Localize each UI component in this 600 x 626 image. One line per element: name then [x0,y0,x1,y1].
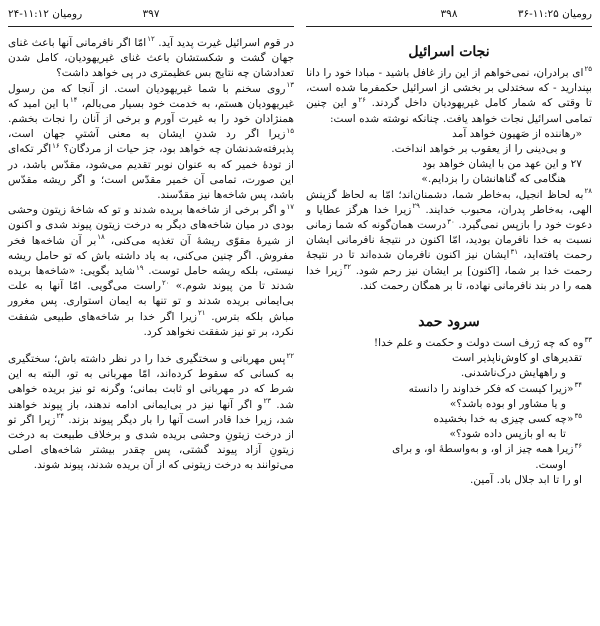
verse-text: زیرا اگر خدا بر شاخه‌های طبیعی شفقت نکرد، بر تو نیز شفقت نخواهد کرد. [8,310,294,338]
verse-number: ۱۹ [135,263,144,272]
verse-text: و اگر برخی از شاخه‌ها بریده شدند و تو که شاخهٔ زیتون وحشی بودی در میان شاخه‌های دیگر به درخت زیتون پیوند شدی و اکنون از شیرهٔ مقوّی ریشهٔ آن تغذیه می‌کنی، [8,204,294,247]
verse-number: ۱۸ [97,233,105,242]
chapter-reference: رومیان ۱۱:۱۲-۲۴ [8,8,83,20]
poem-line: «رهاننده از صَهیون خواهد آمد [452,127,582,140]
verse-number: ۳۰ [447,217,455,226]
poem-line: هنگامی که گناهانشان را بزدایم.» [421,173,566,186]
page-content [306,36,592,488]
verse-text: زیرا اگر رد شدنِ ایشان به معنی آشتیِ جهان است، پذیرفته‌شدنشان چه خواهد بود، جز حیات از مردگان؟ [8,128,294,156]
hymn-line [306,382,592,397]
verse-text: زیرا خدا همه را در بند نافرمانی نهاده، تا بر همگان رحمت کند. [306,264,592,292]
verse-number: ۳۵ [574,411,582,420]
hymn [306,336,592,488]
hymn-line [306,442,592,457]
verse-number: ۱۶ [52,141,60,150]
verse-number: ۱۲ [147,35,155,44]
verse-number: ۲۰ [161,278,170,287]
paragraph [8,82,294,204]
hymn-line [306,473,592,488]
verse-text: امّا اگر نافرمانی آنها باعث غنای جهان گشت و شکستشان باعث غنای غیریهودیان، کامل شدن تعدادشان چه نتایج بس عظیمتری در پی خواهد داشت؟ [8,37,294,80]
hymn-line-text: زیرا همه چیز از او، و به‌واسطهٔ او، و برای [392,443,574,456]
verse-text: به لحاظ انجیل، به‌خاطر شما، دشمنان‌اند؛ امّا به لحاظ گزینش الهی، به‌خاطر پدران، محبوب خدایند. [306,188,592,216]
verse-text: پس مهربانی و سختگیری خدا را در نظر داشته باش؛ سختگیری به کسانی که سقوط کرده‌اند، امّا مهربانی به تو، البته به این شرط که در مهربانی او ثابت بمانی؛ وگرنه تو نیز بریده خواهی شد. [8,353,294,411]
verse-number: ۲۴ [56,412,65,421]
verse-number: ۳۳ [584,335,592,344]
page-number: ۳۹۷ [142,8,160,20]
hymn-line [306,397,592,412]
verse-number: ۲۸ [584,187,592,196]
paragraph [8,36,294,82]
paragraph [8,203,294,340]
verse-number: ۲۹ [412,202,420,211]
hymn-line-text: «چه کسی چیزی به خدا بخشیده [433,413,574,426]
hymn-line [306,427,592,442]
verse-text: اگر تکه‌ای از تودهٔ خمیر که به عنوان نوبر تقدیم می‌شود، مقدّس باشد، در این صورت، تمامی آن خمیر مقدّس است؛ و اگر ریشه مقدّس باشد، پس شاخه‌ها نیز مقدّسند. [8,143,294,202]
paragraph [306,66,592,127]
verse-number: ۱۳ [286,81,294,90]
paragraph [8,352,294,474]
hymn-line [306,351,592,366]
verse-number: ۲۱ [198,309,206,318]
verse-number: ۱۷ [286,202,294,211]
hymn-line-text: تا به او بازپس داده شود؟» [449,428,566,441]
page-content [8,36,294,474]
page-397 [8,8,294,618]
hymn-line [306,412,592,427]
header-rule [8,26,294,27]
hymn-line-text: اوست. [535,458,566,471]
verse-text: زیرا اگر تو از درخت زیتونِ وحشی بریده شدی و برخلاف طبیعت به درخت زیتونِ آزاد پیوند گشتی، پس چقدر بیشتر شاخه‌های اصلی می‌توانند به درخت زیتونی که از آن بریده شدند، پیوند شوند. [8,413,294,472]
verse-number: ۳۱ [510,247,519,256]
verse-number: ۲۵ [584,65,592,74]
poem-line: ۲۷ و این عهد من با ایشان خواهد بود [422,158,582,171]
hymn-line-text: تقدیرهای او کاوش‌ناپذیر است [452,352,582,365]
running-head [8,8,294,24]
hymn-line [306,366,592,381]
verse-number: ۲۳ [263,397,271,406]
paragraph-gap [8,340,294,352]
verse-number: ۳۶ [574,441,582,450]
hymn-line [306,458,592,473]
hymn-line-text: و یا مشاور او بوده باشد؟» [449,397,566,410]
verse-number: ۳۲ [343,263,352,272]
poem-line: و بی‌دینی را از یعقوب بر خواهد انداخت. [391,143,566,156]
running-head [306,8,592,24]
section-heading: سرود حمد [418,314,480,331]
verse-text: بر آن شاخه‌ها فخر مفروش. اگر چنین می‌کنی، به یاد داشته باش که تو حامل ریشه نیستی، بلکه ریشه حامل توست. [8,234,294,278]
hymn-line-text: وه که چه ژرف است دولت و حکمت و علم خدا! [373,337,584,350]
hymn-line-text: «زیرا کیست که فکر خداوند را دانسته [408,382,574,395]
hymn-line-text: او را تا ابد جلال باد. آمین. [469,473,582,486]
hymn-line [306,336,592,351]
page-number: ۳۹۸ [440,8,458,20]
verse-text: در قوم اسرائیل غیرت پدید آید. [158,37,294,49]
section-heading: نجات اسرائیل [408,44,490,60]
page-398 [306,8,592,618]
verse-text: درست همان‌گونه که شما زمانی نسبت به خدا نافرمان بودید، امّا اکنون در نتیجهٔ نافرمانی ایشان رحمت یافته‌اید، [306,219,592,262]
hymn-line-text: و راههایش درک‌ناشدنی. [460,367,566,380]
verse-text: ایشان نیز اکنون نافرمان شده‌اند تا در نتیجهٔ رحمت خدا بر شما، [اکنون] بر ایشان نیز رحم شود. [306,249,592,277]
paragraph [306,188,592,294]
verse-number: ۳۴ [574,381,582,390]
verse-number: ۲۶ [358,95,366,104]
verse-text: ای برادران، نمی‌خواهم از این راز غافل باشید - مبادا خود را دانا بپندارید - که سختدلی بر بخشی از اسرائیل حکمفرما شده است، تا وقتی که شمار کامل غیریهودیان داخل گردند. [306,67,592,110]
verse-number: ۲۲ [286,351,294,360]
verse-text: زیرا خدا هرگز عطایا و دعوت خود را بازپس نمی‌گیرد. [306,203,592,232]
verse-number: ۱۴ [69,96,78,105]
verse-text: شاید بگویی: «شاخه‌ها بریده شدند تا من پیوند شوم.» [8,265,294,293]
verse-text: روی سخنم با شما غیریهودیان است. از آنجا که من رسول غیریهودیان هستم، به خدمت خود بسیار می‌بالم، [8,82,294,110]
verse-number: ۱۵ [286,126,294,135]
verse-text: راست می‌گویی. امّا آنها به علت بی‌ایمانی بریده شدند و تو تنها به ایمان استواری. پس مغرور مباش بلکه بترس. [8,280,294,323]
verse-text: و این چنین تمامی اسرائیل نجات خواهد یافت. چنانکه نوشته شده است: [306,97,592,125]
verse-text: و اگر آنها نیز در بی‌ایمانی ادامه ندهند، باز پیوند خواهند شد، زیرا خدا قادر است آنها را بار دیگر پیوند بزند. [8,398,295,426]
header-rule [306,26,592,27]
chapter-reference: رومیان ۱۱:۲۵-۳۶ [517,8,592,20]
poem-quotation [306,127,592,188]
verse-text: با این امید که همنژادان خود را به غیرت آورم و برخی از آنان را نجات بخشم. [8,97,294,126]
